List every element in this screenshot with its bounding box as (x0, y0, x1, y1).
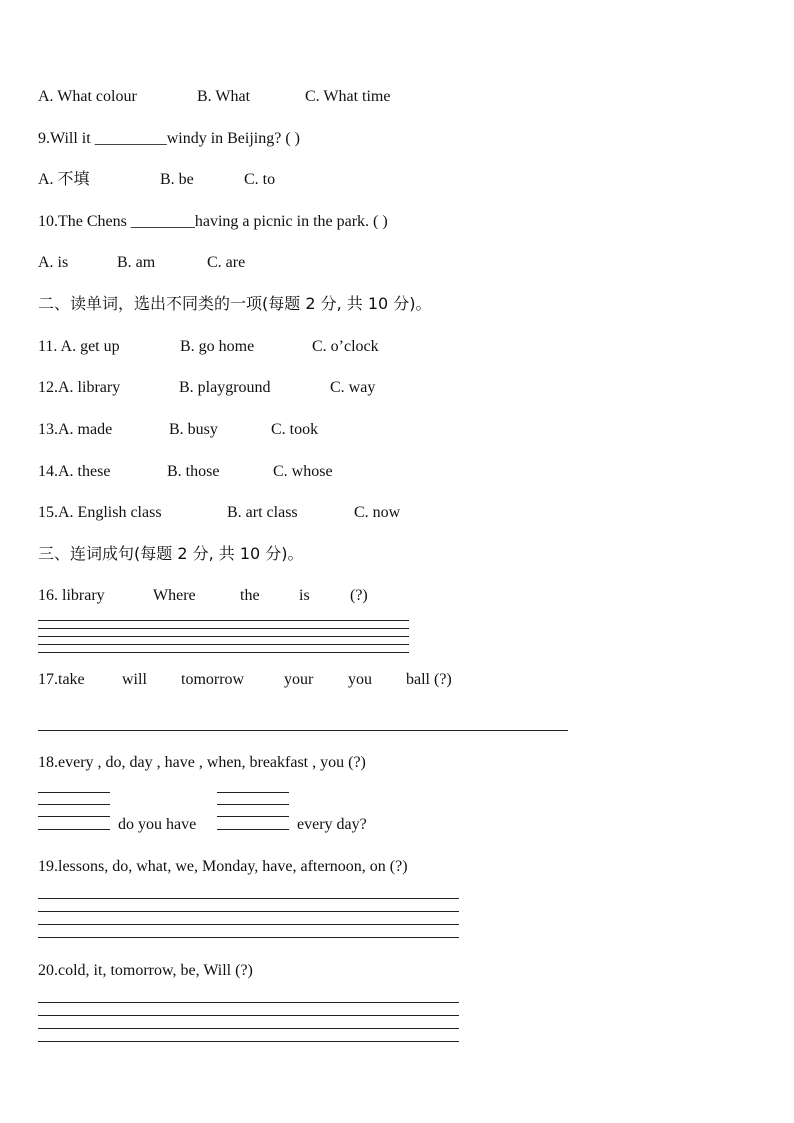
answer-line (38, 1041, 459, 1042)
answer-line (38, 924, 459, 925)
q9-option-c: C. to (244, 171, 276, 188)
q11-option-a: 11. A. get up (38, 338, 120, 355)
answer-line (38, 816, 110, 817)
q16-word: is (299, 587, 310, 604)
q11-option-c: C. o’clock (312, 338, 379, 355)
answer-line (38, 1028, 459, 1029)
q11-option-b: B. go home (180, 338, 255, 355)
q20-words: 20.cold, it, tomorrow, be, Will (?) (38, 962, 253, 979)
q15-option-a: 15.A. English class (38, 504, 162, 521)
answer-line (38, 628, 409, 629)
answer-line (38, 644, 409, 645)
q17-word: 17.take (38, 671, 85, 688)
q12-option-b: B. playground (179, 379, 271, 396)
answer-line (217, 792, 289, 793)
q12-option-a: 12.A. library (38, 379, 121, 396)
q15-option-b: B. art class (227, 504, 298, 521)
q18-middle-text: do you have (118, 816, 197, 833)
answer-line (38, 898, 459, 899)
q16-word: Where (153, 587, 196, 604)
answer-line (38, 636, 409, 637)
q17-word: you (348, 671, 372, 688)
q8-option-b: B. What (197, 88, 251, 105)
q10-option-c: C. are (207, 254, 246, 271)
q9-option-a: A. 不填 (38, 171, 90, 188)
q13-option-b: B. busy (169, 421, 218, 438)
q16-word: the (240, 587, 260, 604)
q8-option-c: C. What time (305, 88, 391, 105)
q14-option-c: C. whose (273, 463, 333, 480)
q16-word: (?) (350, 587, 368, 604)
q14-option-a: 14.A. these (38, 463, 111, 480)
answer-line (38, 620, 409, 621)
answer-line (38, 730, 568, 731)
answer-line (217, 816, 289, 817)
answer-line (217, 804, 289, 805)
answer-line (38, 937, 459, 938)
q18-words: 18.every , do, day , have , when, breakfast , you (?) (38, 754, 366, 771)
section-3-title: 三、连词成句(每题 2 分, 共 10 分)。 (38, 544, 304, 563)
q18-end-text: every day? (297, 816, 367, 833)
q17-word: ball (?) (406, 671, 452, 688)
q16-word: 16. library (38, 587, 105, 604)
q13-option-a: 13.A. made (38, 421, 113, 438)
q15-option-c: C. now (354, 504, 401, 521)
q19-words: 19.lessons, do, what, we, Monday, have, afternoon, on (?) (38, 858, 408, 875)
answer-line (38, 829, 110, 830)
q9-option-b: B. be (160, 171, 194, 188)
answer-line (38, 792, 110, 793)
answer-line (38, 1002, 459, 1003)
q17-word: your (284, 671, 314, 688)
q10-option-b: B. am (117, 254, 156, 271)
answer-line (38, 911, 459, 912)
answer-line (38, 804, 110, 805)
q17-word: will (122, 671, 147, 688)
q10-option-a: A. is (38, 254, 69, 271)
section-2-title: 二、读单词，选出不同类的一项(每题 2 分, 共 10 分)。 (38, 294, 432, 313)
answer-line (217, 829, 289, 830)
q14-option-b: B. those (167, 463, 220, 480)
q12-option-c: C. way (330, 379, 376, 396)
q17-word: tomorrow (181, 671, 245, 688)
q13-option-c: C. took (271, 421, 319, 438)
q9-question: 9.Will it _________windy in Beijing? ( ) (38, 130, 300, 147)
q8-option-a: A. What colour (38, 88, 137, 105)
q10-question: 10.The Chens ________having a picnic in the park. ( ) (38, 213, 388, 230)
answer-line (38, 1015, 459, 1016)
answer-line (38, 652, 409, 653)
